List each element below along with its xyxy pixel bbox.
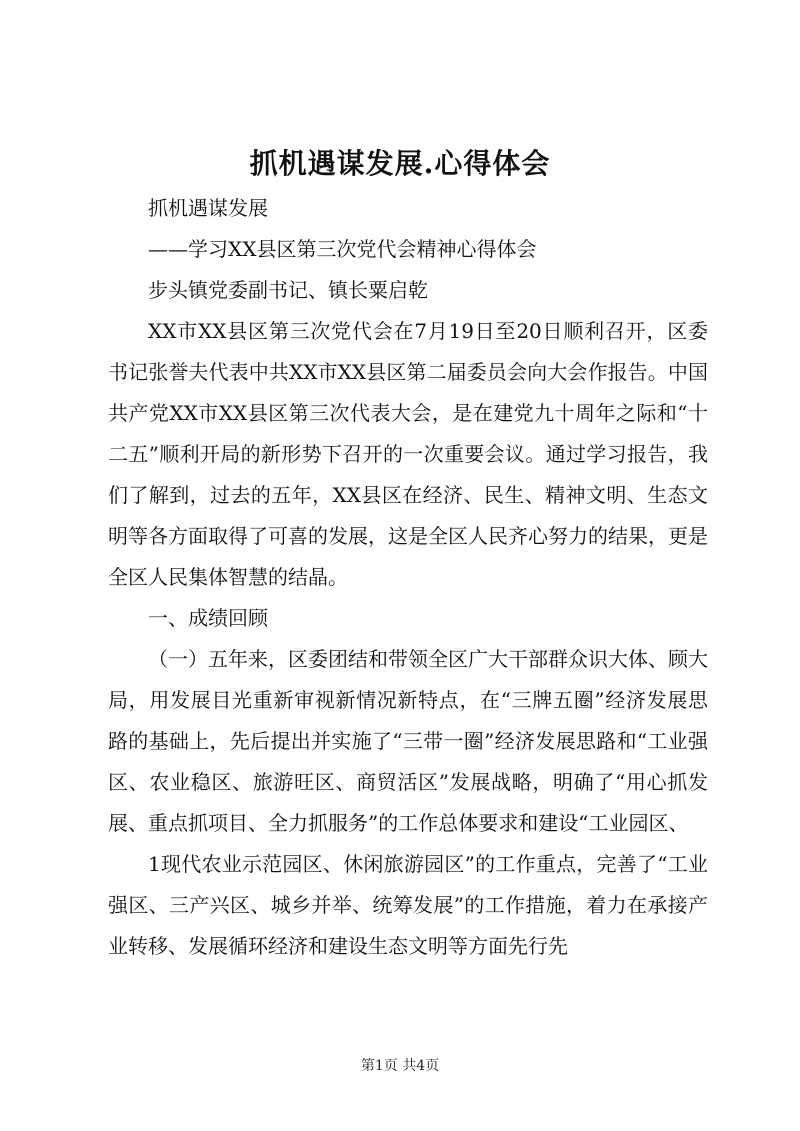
paragraph-intro: XX市XX县区第三次党代会在7月19日至20日顺利召开，区委书记张誉夫代表中共XX市XX县区第二届委员会向大会作报告。中国共产党XX市XX县区第三次代表大会，是在建党九十周年之际和“十二五”顺利开局的新形势下召开的一次重要会议。通过学习报告，我们了解到，过去的五年，XX县区在经济、民生、精神文明、生态文明等各方面取得了可喜的发展，这是全区人民齐心努力的结果，更是全区人民集体智慧的结晶。	[108, 319, 708, 589]
document-body	[108, 188, 708, 967]
paragraph-work-focus: 1现代农业示范园区、休闲旅游园区”的工作重点，完善了“工业强区、三产兴区、城乡并举、统筹发展”的工作措施，着力在承接产业转移、发展循环经济和建设生态文明等方面先行先	[108, 852, 708, 958]
section-heading-achievements: 一、成绩回顾	[148, 606, 268, 630]
paragraph-five-years: （一）五年来，区委团结和带领全区广大干部群众识大体、顾大局，用发展目光重新审视新情况新特点，在“三牌五圈”经济发展思路的基础上，先后提出并实施了“三带一圈”经济发展思路和“工业强区、农业稳区、旅游旺区、商贸活区”发展战略，明确了“用心抓发展、重点抓项目、全力抓服务”的工作总体要求和建设“工业园区、	[108, 647, 708, 835]
paragraph-author: 步头镇党委副书记、镇长粟启乾	[148, 278, 428, 302]
paragraph-subtitle: 抓机遇谋发展	[148, 196, 268, 220]
page-number: 第1页 共4页	[360, 1058, 440, 1074]
paragraph-study-heading: ——学习XX县区第三次党代会精神心得体会	[148, 237, 537, 261]
document-title: 抓机遇谋发展.心得体会	[249, 147, 551, 180]
